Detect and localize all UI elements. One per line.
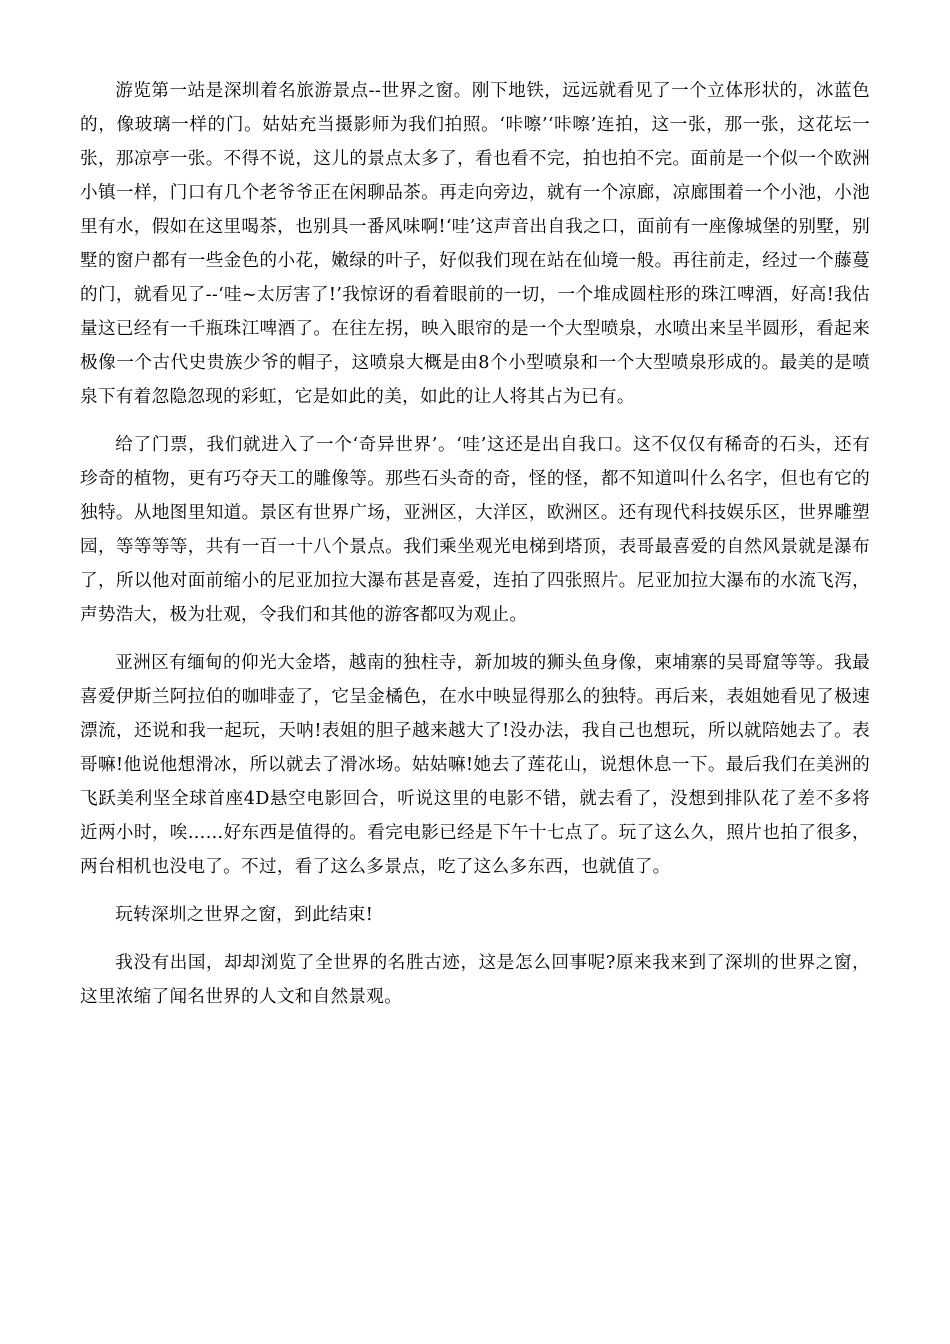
document-body [80,74,870,1028]
paragraph-conclusion: 我没有出国，却却浏览了全世界的名胜古迹，这是怎么回事呢?原来我来到了深圳的世界之窗，这里浓缩了闻名世界的人文和自然景观。 [80,953,870,1007]
paragraph-asia-zone: 亚洲区有缅甸的仰光大金塔，越南的独柱寺，新加坡的狮头鱼身像，柬埔寨的吴哥窟等等。我最喜爱伊斯兰阿拉伯的咖啡壶了，它呈金橘色，在水中映显得那么的独特。再后来，表姐她看见了极速漂流，还说和我一起玩，天呐!表姐的胆子越来越大了!没办法，我自己也想玩，所以就陪她去了。表哥嘛!他说他想滑冰，所以就去了滑冰场。姑姑嘛!她去了莲花山，说想休息一下。最后我们在美洲的飞跃美利坚全球首座4D悬空电影回合，听说这里的电影不错，就去看了，没想到排队花了差不多将近两小时，唉……好东西是值得的。看完电影已经是下午十七点了。玩了这么久，照片也拍了很多，两台相机也没电了。不过，看了这么多景点，吃了这么多东西，也就值了。 [80,653,870,877]
paragraph-strange-world: 给了门票，我们就进入了一个‘奇异世界’。‘哇’这还是出自我口。这不仅仅有稀奇的石头，还有珍奇的植物，更有巧夺天工的雕像等。那些石头奇的奇，怪的怪，都不知道叫什么名字，但也有它的独特。从地图里知道。景区有世界广场，亚洲区，大洋区，欧洲区。还有现代科技娱乐区，世界雕塑园，等等等等，共有一百一十八个景点。我们乘坐观光电梯到塔顶，表哥最喜爱的自然风景就是瀑布了，所以他对面前缩小的尼亚加拉大瀑布甚是喜爱，连拍了四张照片。尼亚加拉大瀑布的水流飞泻，声势浩大，极为壮观，令我们和其他的游客都叹为观止。 [80,435,870,625]
paragraph-first-stop: 游览第一站是深圳着名旅游景点--世界之窗。刚下地铁，远远就看见了一个立体形状的，冰蓝色的，像玻璃一样的门。姑姑充当摄影师为我们拍照。‘咔嚓’‘咔嚓’连拍，这一张，那一张，这花坛一张，那凉亭一张。不得不说，这儿的景点太多了，看也看不完，拍也拍不完。面前是一个似一个欧洲小镇一样，门口有几个老爷爷正在闲聊品茶。再走向旁边，就有一个凉廊，凉廊围着一个小池，小池里有水，假如在这里喝茶，也别具一番风味啊!‘哇’这声音出自我之口，面前有一座像城堡的别墅，别墅的窗户都有一些金色的小花，嫩绿的叶子，好似我们现在站在仙境一般。再往前走，经过一个藤蔓的门，就看见了--‘哇~太厉害了!’我惊讶的看着眼前的一切，一个堆成圆柱形的珠江啤酒，好高!我估量这已经有一千瓶珠江啤酒了。在往左拐，映入眼帘的是一个大型喷泉，水喷出来呈半圆形，看起来极像一个古代史贵族少爷的帽子，这喷泉大概是由8个小型喷泉和一个大型喷泉形成的。最美的是喷泉下有着忽隐忽现的彩虹，它是如此的美，如此的让人将其占为已有。 [80,81,870,407]
paragraph-ending: 玩转深圳之世界之窗，到此结束! [115,905,374,925]
